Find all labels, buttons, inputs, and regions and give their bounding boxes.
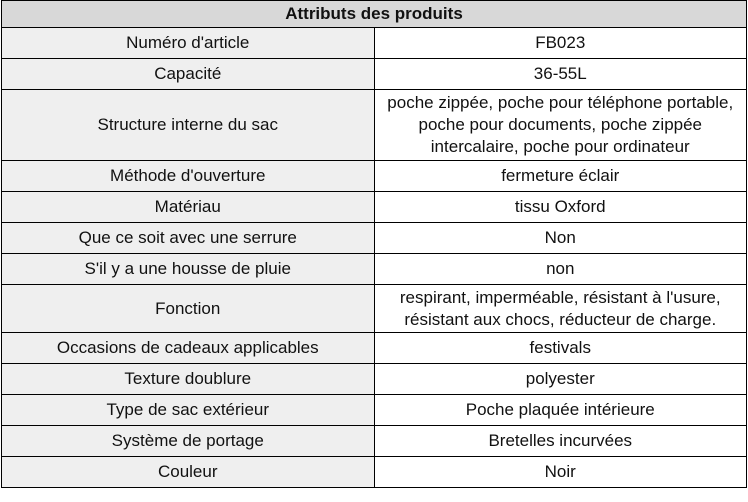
attribute-label: Matériau xyxy=(2,192,375,223)
attribute-label: Que ce soit avec une serrure xyxy=(2,223,375,254)
table-row-opening-method xyxy=(2,161,747,192)
attribute-label: Texture doublure xyxy=(2,364,375,395)
attribute-value: tissu Oxford xyxy=(374,192,747,223)
table-row-gift-occasions xyxy=(2,333,747,364)
table-row-color xyxy=(2,457,747,488)
attribute-value: Bretelles incurvées xyxy=(374,426,747,457)
attribute-label: Numéro d'article xyxy=(2,28,375,59)
table-row-lock xyxy=(2,223,747,254)
attribute-value: fermeture éclair xyxy=(374,161,747,192)
attribute-value: Poche plaquée intérieure xyxy=(374,395,747,426)
table-row-function xyxy=(2,285,747,333)
attribute-value: Noir xyxy=(374,457,747,488)
table-title-row xyxy=(2,1,747,28)
table-row-rain-cover xyxy=(2,254,747,285)
attribute-label: Structure interne du sac xyxy=(2,90,375,161)
attribute-value: non xyxy=(374,254,747,285)
attribute-label: Type de sac extérieur xyxy=(2,395,375,426)
table-row-material xyxy=(2,192,747,223)
table-row-internal-structure xyxy=(2,90,747,161)
attribute-value: poche zippée, poche pour téléphone portable, poche pour documents, poche zippée intercalaire, poche pour ordinateur xyxy=(374,90,747,161)
attribute-value: festivals xyxy=(374,333,747,364)
attribute-label: S'il y a une housse de pluie xyxy=(2,254,375,285)
table-title: Attributs des produits xyxy=(2,1,747,28)
attribute-label: Occasions de cadeaux applicables xyxy=(2,333,375,364)
attribute-value: Non xyxy=(374,223,747,254)
attribute-label: Couleur xyxy=(2,457,375,488)
table-row-carrying-system xyxy=(2,426,747,457)
attribute-label: Capacité xyxy=(2,59,375,90)
attribute-label: Méthode d'ouverture xyxy=(2,161,375,192)
attribute-value: respirant, imperméable, résistant à l'usure, résistant aux chocs, réducteur de charge. xyxy=(374,285,747,333)
attribute-label: Fonction xyxy=(2,285,375,333)
table-row-item-number xyxy=(2,28,747,59)
product-attributes-table xyxy=(1,0,747,488)
attribute-value: 36-55L xyxy=(374,59,747,90)
attribute-label: Système de portage xyxy=(2,426,375,457)
table-row-outer-bag-type xyxy=(2,395,747,426)
table-row-lining-texture xyxy=(2,364,747,395)
attribute-value: polyester xyxy=(374,364,747,395)
table-row-capacity xyxy=(2,59,747,90)
attribute-value: FB023 xyxy=(374,28,747,59)
